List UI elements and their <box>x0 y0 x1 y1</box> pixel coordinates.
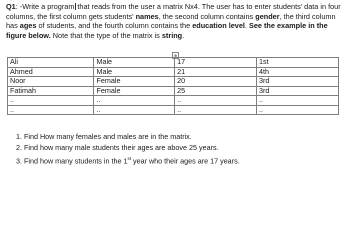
cell-age[interactable]: 21 <box>175 67 257 77</box>
question-text-5: of students, and the fourth column contains the <box>36 21 193 31</box>
task-list <box>16 131 346 166</box>
task-text: Find how many students in the 1 <box>24 156 128 166</box>
cell-name[interactable]: .. <box>8 96 94 106</box>
table-row <box>8 58 339 68</box>
question-text-7: Note that the type of the matrix is <box>50 30 162 40</box>
keyword-names: names <box>135 11 159 21</box>
task-number: 3. <box>16 156 22 166</box>
cell-education[interactable]: 3rd <box>257 86 339 96</box>
cell-gender[interactable]: .. <box>94 96 175 106</box>
cell-gender[interactable]: Female <box>94 77 175 87</box>
cell-name[interactable]: Ali <box>8 58 94 68</box>
cell-education[interactable]: 3rd <box>257 77 339 87</box>
table-row <box>8 77 339 87</box>
keyword-gender: gender <box>255 11 280 21</box>
cell-education[interactable]: 4th <box>257 67 339 77</box>
cell-education[interactable]: .. <box>257 96 339 106</box>
task-superscript: st <box>127 156 131 161</box>
list-item <box>16 153 346 166</box>
task-number: 1. <box>16 132 22 141</box>
cell-education[interactable]: .. <box>257 105 339 115</box>
question-text-3: , the second column contains <box>158 11 256 21</box>
cell-name[interactable]: Noor <box>8 77 94 87</box>
cell-name[interactable]: .. <box>8 105 94 115</box>
list-item <box>16 131 346 142</box>
cell-gender[interactable]: Female <box>94 86 175 96</box>
task-number: 2. <box>16 143 22 152</box>
cell-gender[interactable]: .. <box>94 105 175 115</box>
keyword-ages: ages <box>19 21 37 31</box>
cell-age[interactable]: 25 <box>175 86 257 96</box>
cell-name[interactable]: Ahmed <box>8 67 94 77</box>
keyword-string: string <box>161 30 183 40</box>
cell-age[interactable]: .. <box>175 105 257 115</box>
cell-gender[interactable]: Male <box>94 58 175 68</box>
student-matrix-table <box>7 57 339 115</box>
question-text-2: that reads from the user a matrix Nx4. The user has to enter students' data in four columns, the first column gets students' <box>6 2 341 21</box>
question-text-4: , the third column has <box>6 11 336 31</box>
task-text: Find How many females and males are in the matrix. <box>24 132 192 141</box>
table-move-handle-icon[interactable]: ⊕ <box>173 53 178 58</box>
cell-age[interactable]: 20 <box>175 77 257 87</box>
question-number: Q1 <box>6 2 16 11</box>
cell-age[interactable]: .. <box>175 96 257 106</box>
keyword-education: education level <box>192 21 245 31</box>
task-text-end: year who their ages are 17 years. <box>131 156 240 166</box>
table-row <box>8 105 339 115</box>
cell-gender[interactable]: Male <box>94 67 175 77</box>
question-text-6: . <box>244 21 249 31</box>
table-row <box>8 96 339 106</box>
question-text-1: : -Write a program <box>15 2 75 11</box>
keyword-example: See the example in the figure below. <box>6 21 328 40</box>
question-paragraph <box>6 2 344 40</box>
cell-name[interactable]: Fatimah <box>8 86 94 96</box>
task-text: Find how many male students their ages are above 25 years. <box>24 143 219 152</box>
question-text-8: . <box>182 30 185 40</box>
list-item <box>16 142 346 153</box>
cell-age[interactable]: 17 <box>175 58 257 68</box>
table-row <box>8 86 339 96</box>
table-row <box>8 67 339 77</box>
cell-education[interactable]: 1st <box>257 58 339 68</box>
